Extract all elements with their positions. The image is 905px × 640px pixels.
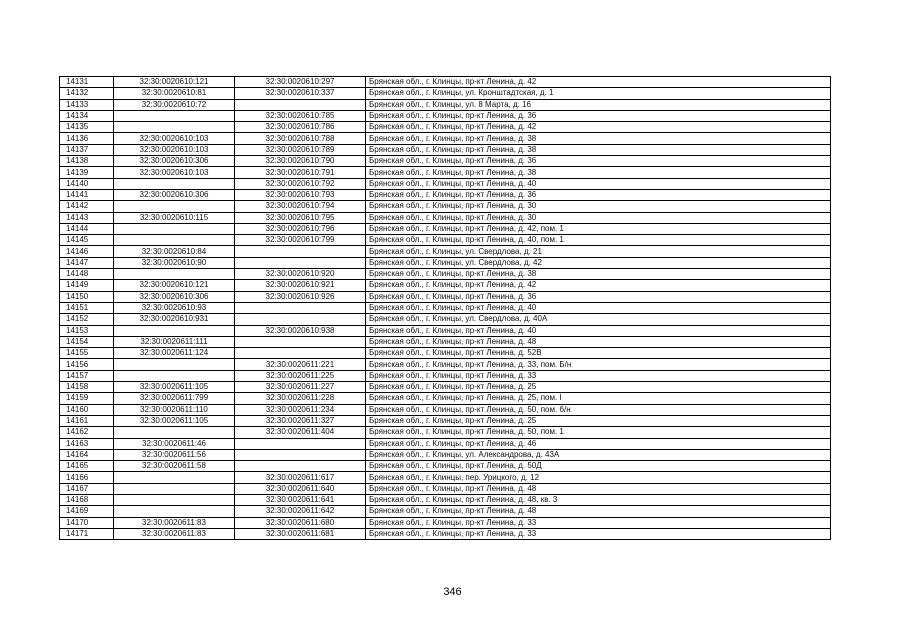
address-cell: Брянская обл., г. Клинцы, пр-кт Ленина, д. 38 xyxy=(366,269,831,280)
land-parcel-number-cell xyxy=(114,223,235,234)
row-number-cell: 14142 xyxy=(60,201,114,212)
row-number-cell: 14169 xyxy=(60,506,114,517)
building-number-cell xyxy=(235,302,366,313)
row-number-cell: 14152 xyxy=(60,314,114,325)
address-cell: Брянская обл., г. Клинцы, пр-кт Ленина, д. 25, пом. I xyxy=(366,393,831,404)
row-number-cell: 14132 xyxy=(60,88,114,99)
table-row xyxy=(60,359,831,370)
row-number-cell: 14138 xyxy=(60,156,114,167)
building-number-cell: 32:30:0020610:799 xyxy=(235,235,366,246)
row-number-cell: 14168 xyxy=(60,494,114,505)
table-row xyxy=(60,88,831,99)
building-number-cell: 32:30:0020610:786 xyxy=(235,122,366,133)
table-row xyxy=(60,201,831,212)
table-row xyxy=(60,246,831,257)
land-parcel-number-cell: 32:30:0020611:105 xyxy=(114,382,235,393)
table-row xyxy=(60,280,831,291)
row-number-cell: 14135 xyxy=(60,122,114,133)
building-number-cell: 32:30:0020611:228 xyxy=(235,393,366,404)
building-number-cell xyxy=(235,246,366,257)
table-row xyxy=(60,144,831,155)
row-number-cell: 14171 xyxy=(60,528,114,539)
row-number-cell: 14159 xyxy=(60,393,114,404)
table-row xyxy=(60,404,831,415)
land-parcel-number-cell xyxy=(114,269,235,280)
address-cell: Брянская обл., г. Клинцы, пр-кт Ленина, д. 42 xyxy=(366,122,831,133)
table-row xyxy=(60,122,831,133)
row-number-cell: 14145 xyxy=(60,235,114,246)
building-number-cell: 32:30:0020610:926 xyxy=(235,291,366,302)
land-parcel-number-cell xyxy=(114,506,235,517)
building-number-cell: 32:30:0020610:785 xyxy=(235,110,366,121)
row-number-cell: 14147 xyxy=(60,257,114,268)
row-number-cell: 14163 xyxy=(60,438,114,449)
table-row xyxy=(60,223,831,234)
row-number-cell: 14164 xyxy=(60,449,114,460)
land-parcel-number-cell: 32:30:0020610:121 xyxy=(114,280,235,291)
table-row xyxy=(60,415,831,426)
address-cell: Брянская обл., г. Клинцы, пр-кт Ленина, д. 50, пом. 1 xyxy=(366,427,831,438)
building-number-cell: 32:30:0020610:938 xyxy=(235,325,366,336)
building-number-cell: 32:30:0020610:792 xyxy=(235,178,366,189)
row-number-cell: 14143 xyxy=(60,212,114,223)
land-parcel-number-cell xyxy=(114,472,235,483)
land-parcel-number-cell: 32:30:0020610:121 xyxy=(114,77,235,88)
row-number-cell: 14141 xyxy=(60,189,114,200)
address-cell: Брянская обл., г. Клинцы, пр-кт Ленина, д. 25 xyxy=(366,382,831,393)
page-number: 346 xyxy=(443,586,462,598)
table-row xyxy=(60,167,831,178)
table-row xyxy=(60,472,831,483)
table-row xyxy=(60,348,831,359)
building-number-cell: 32:30:0020611:641 xyxy=(235,494,366,505)
land-parcel-number-cell xyxy=(114,483,235,494)
building-number-cell: 32:30:0020610:788 xyxy=(235,133,366,144)
table-row xyxy=(60,77,831,88)
address-cell: Брянская обл., г. Клинцы, пр-кт Ленина, д. 40 xyxy=(366,178,831,189)
row-number-cell: 14148 xyxy=(60,269,114,280)
land-parcel-number-cell xyxy=(114,235,235,246)
row-number-cell: 14158 xyxy=(60,382,114,393)
table-row xyxy=(60,291,831,302)
land-parcel-number-cell: 32:30:0020610:72 xyxy=(114,99,235,110)
table-row xyxy=(60,336,831,347)
building-number-cell: 32:30:0020611:221 xyxy=(235,359,366,370)
land-parcel-number-cell xyxy=(114,178,235,189)
address-cell: Брянская обл., г. Клинцы, пр-кт Ленина, д. 40 xyxy=(366,325,831,336)
building-number-cell: 32:30:0020610:791 xyxy=(235,167,366,178)
registry-table-body xyxy=(60,77,831,540)
table-row xyxy=(60,427,831,438)
table-row xyxy=(60,110,831,121)
building-number-cell: 32:30:0020611:617 xyxy=(235,472,366,483)
row-number-cell: 14139 xyxy=(60,167,114,178)
land-parcel-number-cell: 32:30:0020611:799 xyxy=(114,393,235,404)
building-number-cell: 32:30:0020611:327 xyxy=(235,415,366,426)
row-number-cell: 14153 xyxy=(60,325,114,336)
table-row xyxy=(60,189,831,200)
address-cell: Брянская обл., г. Клинцы, ул. Свердлова, д. 21 xyxy=(366,246,831,257)
row-number-cell: 14167 xyxy=(60,483,114,494)
land-parcel-number-cell: 32:30:0020610:84 xyxy=(114,246,235,257)
table-row xyxy=(60,438,831,449)
building-number-cell: 32:30:0020610:297 xyxy=(235,77,366,88)
address-cell: Брянская обл., г. Клинцы, пр-кт Ленина, д. 38 xyxy=(366,144,831,155)
land-parcel-number-cell: 32:30:0020611:46 xyxy=(114,438,235,449)
table-row xyxy=(60,235,831,246)
building-number-cell: 32:30:0020610:337 xyxy=(235,88,366,99)
building-number-cell xyxy=(235,257,366,268)
land-parcel-number-cell: 32:30:0020611:83 xyxy=(114,528,235,539)
address-cell: Брянская обл., г. Клинцы, пр-кт Ленина, д. 33 xyxy=(366,528,831,539)
land-parcel-number-cell xyxy=(114,122,235,133)
row-number-cell: 14165 xyxy=(60,461,114,472)
land-parcel-number-cell xyxy=(114,427,235,438)
building-number-cell xyxy=(235,99,366,110)
land-parcel-number-cell: 32:30:0020610:306 xyxy=(114,291,235,302)
address-cell: Брянская обл., г. Клинцы, пр-кт Ленина, д. 50Д xyxy=(366,461,831,472)
row-number-cell: 14140 xyxy=(60,178,114,189)
land-parcel-number-cell xyxy=(114,359,235,370)
row-number-cell: 14151 xyxy=(60,302,114,313)
table-row xyxy=(60,325,831,336)
address-cell: Брянская обл., г. Клинцы, пр-кт Ленина, д. 52В xyxy=(366,348,831,359)
building-number-cell: 32:30:0020610:920 xyxy=(235,269,366,280)
building-number-cell xyxy=(235,314,366,325)
table-row xyxy=(60,382,831,393)
table-row xyxy=(60,506,831,517)
row-number-cell: 14155 xyxy=(60,348,114,359)
address-cell: Брянская обл., г. Клинцы, пр-кт Ленина, д. 36 xyxy=(366,291,831,302)
row-number-cell: 14161 xyxy=(60,415,114,426)
row-number-cell: 14162 xyxy=(60,427,114,438)
land-parcel-number-cell: 32:30:0020610:306 xyxy=(114,156,235,167)
address-cell: Брянская обл., г. Клинцы, пр-кт Ленина, д. 42 xyxy=(366,280,831,291)
table-row xyxy=(60,269,831,280)
row-number-cell: 14144 xyxy=(60,223,114,234)
building-number-cell: 32:30:0020610:790 xyxy=(235,156,366,167)
address-cell: Брянская обл., г. Клинцы, пр-кт Ленина, д. 30 xyxy=(366,212,831,223)
land-parcel-number-cell xyxy=(114,370,235,381)
address-cell: Брянская обл., г. Клинцы, пр-кт Ленина, д. 30 xyxy=(366,201,831,212)
land-parcel-number-cell: 32:30:0020610:103 xyxy=(114,167,235,178)
table-row xyxy=(60,517,831,528)
land-parcel-number-cell: 32:30:0020610:103 xyxy=(114,144,235,155)
row-number-cell: 14157 xyxy=(60,370,114,381)
table-row xyxy=(60,528,831,539)
table-row xyxy=(60,393,831,404)
building-number-cell: 32:30:0020611:640 xyxy=(235,483,366,494)
building-number-cell xyxy=(235,336,366,347)
building-number-cell: 32:30:0020611:404 xyxy=(235,427,366,438)
land-parcel-number-cell: 32:30:0020611:105 xyxy=(114,415,235,426)
land-parcel-number-cell: 32:30:0020611:111 xyxy=(114,336,235,347)
address-cell: Брянская обл., г. Клинцы, пр-кт Ленина, д. 40, пом. 1 xyxy=(366,235,831,246)
building-number-cell: 32:30:0020611:680 xyxy=(235,517,366,528)
table-row xyxy=(60,212,831,223)
address-cell: Брянская обл., г. Клинцы, ул. 8 Марта, д. 16 xyxy=(366,99,831,110)
table-row xyxy=(60,178,831,189)
row-number-cell: 14160 xyxy=(60,404,114,415)
land-parcel-number-cell: 32:30:0020610:115 xyxy=(114,212,235,223)
address-cell: Брянская обл., г. Клинцы, пр-кт Ленина, д. 38 xyxy=(366,133,831,144)
building-number-cell: 32:30:0020610:794 xyxy=(235,201,366,212)
land-parcel-number-cell: 32:30:0020611:56 xyxy=(114,449,235,460)
land-parcel-number-cell: 32:30:0020610:103 xyxy=(114,133,235,144)
row-number-cell: 14156 xyxy=(60,359,114,370)
building-number-cell xyxy=(235,449,366,460)
address-cell: Брянская обл., г. Клинцы, пер. Урицкого, д. 12 xyxy=(366,472,831,483)
building-number-cell: 32:30:0020610:921 xyxy=(235,280,366,291)
address-cell: Брянская обл., г. Клинцы, пр-кт Ленина, д. 25 xyxy=(366,415,831,426)
land-parcel-number-cell: 32:30:0020610:81 xyxy=(114,88,235,99)
building-number-cell: 32:30:0020610:796 xyxy=(235,223,366,234)
table-row xyxy=(60,461,831,472)
building-number-cell: 32:30:0020611:227 xyxy=(235,382,366,393)
table-row xyxy=(60,156,831,167)
row-number-cell: 14149 xyxy=(60,280,114,291)
address-cell: Брянская обл., г. Клинцы, пр-кт Ленина, д. 48 xyxy=(366,336,831,347)
land-parcel-number-cell: 32:30:0020611:124 xyxy=(114,348,235,359)
land-parcel-number-cell: 32:30:0020611:58 xyxy=(114,461,235,472)
row-number-cell: 14133 xyxy=(60,99,114,110)
address-cell: Брянская обл., г. Клинцы, ул. Александрова, д. 43А xyxy=(366,449,831,460)
address-cell: Брянская обл., г. Клинцы, пр-кт Ленина, д. 40 xyxy=(366,302,831,313)
address-cell: Брянская обл., г. Клинцы, пр-кт Ленина, д. 36 xyxy=(366,156,831,167)
building-number-cell xyxy=(235,461,366,472)
registry-table xyxy=(59,76,831,540)
address-cell: Брянская обл., г. Клинцы, пр-кт Ленина, д. 48 xyxy=(366,506,831,517)
table-row xyxy=(60,99,831,110)
building-number-cell xyxy=(235,348,366,359)
table-row xyxy=(60,302,831,313)
address-cell: Брянская обл., г. Клинцы, пр-кт Ленина, д. 42 xyxy=(366,77,831,88)
address-cell: Брянская обл., г. Клинцы, пр-кт Ленина, д. 36 xyxy=(366,189,831,200)
address-cell: Брянская обл., г. Клинцы, пр-кт Ленина, д. 46 xyxy=(366,438,831,449)
land-parcel-number-cell: 32:30:0020610:93 xyxy=(114,302,235,313)
address-cell: Брянская обл., г. Клинцы, пр-кт Ленина, д. 33 xyxy=(366,517,831,528)
land-parcel-number-cell xyxy=(114,325,235,336)
row-number-cell: 14134 xyxy=(60,110,114,121)
building-number-cell: 32:30:0020610:793 xyxy=(235,189,366,200)
building-number-cell: 32:30:0020610:789 xyxy=(235,144,366,155)
land-parcel-number-cell: 32:30:0020610:90 xyxy=(114,257,235,268)
row-number-cell: 14131 xyxy=(60,77,114,88)
address-cell: Брянская обл., г. Клинцы, ул. Кронштадтская, д. 1 xyxy=(366,88,831,99)
row-number-cell: 14137 xyxy=(60,144,114,155)
land-parcel-number-cell: 32:30:0020611:110 xyxy=(114,404,235,415)
table-row xyxy=(60,133,831,144)
building-number-cell xyxy=(235,438,366,449)
row-number-cell: 14150 xyxy=(60,291,114,302)
table-row xyxy=(60,494,831,505)
building-number-cell: 32:30:0020611:234 xyxy=(235,404,366,415)
address-cell: Брянская обл., г. Клинцы, ул. Свердлова, д. 40А xyxy=(366,314,831,325)
land-parcel-number-cell xyxy=(114,201,235,212)
land-parcel-number-cell: 32:30:0020610:931 xyxy=(114,314,235,325)
building-number-cell: 32:30:0020611:225 xyxy=(235,370,366,381)
table-row xyxy=(60,483,831,494)
land-parcel-number-cell xyxy=(114,494,235,505)
address-cell: Брянская обл., г. Клинцы, пр-кт Ленина, д. 42, пом. 1 xyxy=(366,223,831,234)
building-number-cell: 32:30:0020610:795 xyxy=(235,212,366,223)
address-cell: Брянская обл., г. Клинцы, пр-кт Ленина, д. 50, пом. б/н xyxy=(366,404,831,415)
land-parcel-number-cell xyxy=(114,110,235,121)
row-number-cell: 14170 xyxy=(60,517,114,528)
row-number-cell: 14154 xyxy=(60,336,114,347)
table-row xyxy=(60,370,831,381)
address-cell: Брянская обл., г. Клинцы, пр-кт Ленина, д. 48 xyxy=(366,483,831,494)
land-parcel-number-cell: 32:30:0020611:83 xyxy=(114,517,235,528)
address-cell: Брянская обл., г. Клинцы, пр-кт Ленина, д. 38 xyxy=(366,167,831,178)
address-cell: Брянская обл., г. Клинцы, ул. Свердлова, д. 42 xyxy=(366,257,831,268)
building-number-cell: 32:30:0020611:681 xyxy=(235,528,366,539)
table-row xyxy=(60,314,831,325)
address-cell: Брянская обл., г. Клинцы, пр-кт Ленина, д. 33, пом. Б/н xyxy=(366,359,831,370)
row-number-cell: 14166 xyxy=(60,472,114,483)
land-parcel-number-cell: 32:30:0020610:306 xyxy=(114,189,235,200)
address-cell: Брянская обл., г. Клинцы, пр-кт Ленина, д. 33 xyxy=(366,370,831,381)
address-cell: Брянская обл., г. Клинцы, пр-кт Ленина, д. 36 xyxy=(366,110,831,121)
address-cell: Брянская обл., г. Клинцы, пр-кт Ленина, д. 48, кв. 3 xyxy=(366,494,831,505)
row-number-cell: 14136 xyxy=(60,133,114,144)
table-row xyxy=(60,449,831,460)
row-number-cell: 14146 xyxy=(60,246,114,257)
building-number-cell: 32:30:0020611:642 xyxy=(235,506,366,517)
table-row xyxy=(60,257,831,268)
